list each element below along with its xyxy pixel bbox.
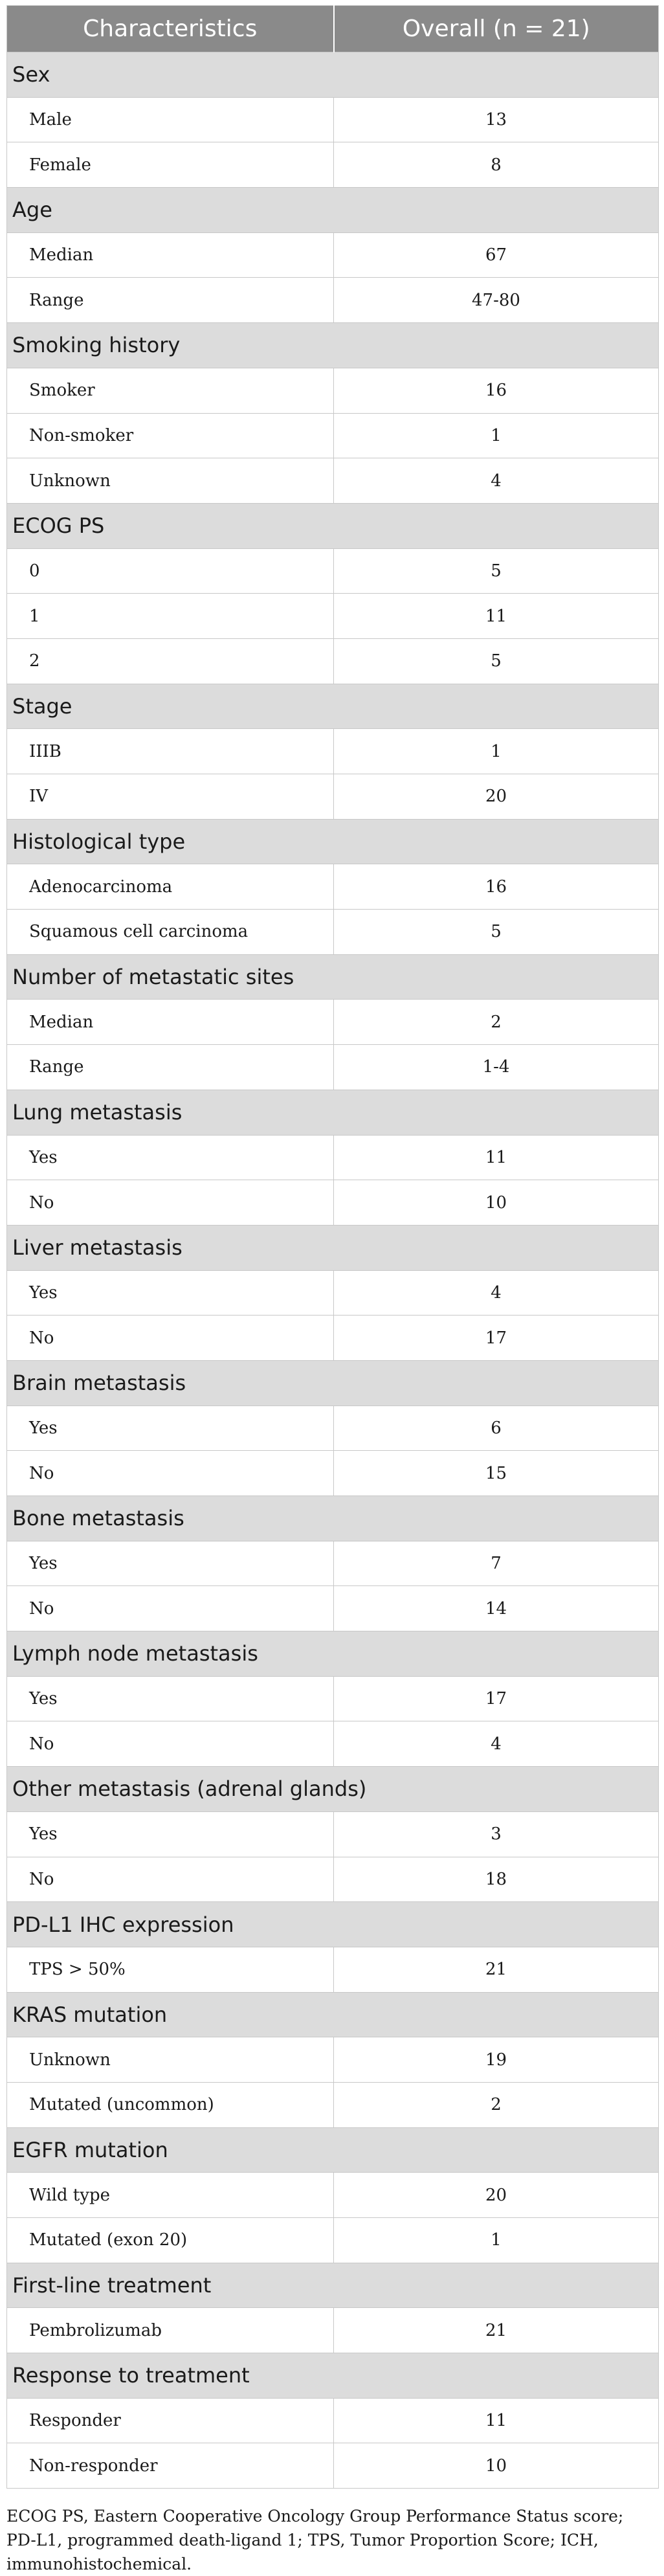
group-row [7, 503, 659, 548]
table-row [7, 774, 659, 820]
group-title: EGFR mutation [7, 2127, 659, 2173]
row-value: 2 [334, 1000, 659, 1045]
row-label: IIIB [7, 729, 334, 774]
group-row [7, 2127, 659, 2173]
table-row [7, 232, 659, 278]
row-value: 5 [334, 548, 659, 594]
row-value: 21 [334, 1947, 659, 1992]
group-row [7, 954, 659, 1000]
table-row [7, 548, 659, 594]
row-value: 11 [334, 594, 659, 639]
table-row [7, 1451, 659, 1496]
row-label: IV [7, 774, 334, 820]
group-title: Histological type [7, 819, 659, 864]
table-row [7, 278, 659, 323]
row-label: Yes [7, 1676, 334, 1721]
row-value: 10 [334, 2443, 659, 2489]
group-row [7, 1992, 659, 2037]
group-row [7, 1631, 659, 1677]
row-label: TPS > 50% [7, 1947, 334, 1992]
row-value: 3 [334, 1811, 659, 1857]
table-row [7, 1541, 659, 1586]
table-row [7, 864, 659, 910]
row-value: 20 [334, 2173, 659, 2218]
group-row [7, 1767, 659, 1812]
table-row [7, 368, 659, 413]
table-row [7, 1000, 659, 1045]
group-row [7, 188, 659, 233]
group-title: Sex [7, 52, 659, 98]
row-label: Smoker [7, 368, 334, 413]
row-label: Male [7, 97, 334, 142]
group-title: KRAS mutation [7, 1992, 659, 2037]
row-label: Female [7, 142, 334, 188]
group-row [7, 52, 659, 98]
table-row [7, 1676, 659, 1721]
row-value: 16 [334, 864, 659, 910]
group-title: Lung metastasis [7, 1090, 659, 1135]
row-value: 7 [334, 1541, 659, 1586]
group-title: Age [7, 188, 659, 233]
group-row [7, 2263, 659, 2308]
group-title: Brain metastasis [7, 1360, 659, 1406]
row-label: Pembrolizumab [7, 2308, 334, 2353]
table-header-row [7, 6, 659, 52]
row-label: 0 [7, 548, 334, 594]
row-label: 2 [7, 638, 334, 684]
table-row [7, 2218, 659, 2263]
table-row [7, 638, 659, 684]
row-label: Yes [7, 1811, 334, 1857]
row-label: Yes [7, 1135, 334, 1180]
group-row [7, 819, 659, 864]
row-value: 4 [334, 1270, 659, 1316]
table-row [7, 1135, 659, 1180]
group-title: Response to treatment [7, 2353, 659, 2399]
row-value: 11 [334, 2398, 659, 2443]
row-value: 19 [334, 2037, 659, 2083]
table-row [7, 729, 659, 774]
table-row [7, 1811, 659, 1857]
group-row [7, 1902, 659, 1947]
group-title: Bone metastasis [7, 1496, 659, 1541]
row-label: Unknown [7, 458, 334, 504]
group-title: Smoking history [7, 323, 659, 368]
row-value: 67 [334, 232, 659, 278]
table-row [7, 1180, 659, 1226]
row-value: 14 [334, 1586, 659, 1631]
row-value: 1 [334, 729, 659, 774]
header-overall: Overall (n = 21) [334, 6, 659, 52]
row-label: Yes [7, 1406, 334, 1451]
table-row [7, 2398, 659, 2443]
row-value: 1-4 [334, 1045, 659, 1090]
row-value: 17 [334, 1676, 659, 1721]
row-value: 1 [334, 2218, 659, 2263]
row-label: No [7, 1451, 334, 1496]
row-value: 4 [334, 1721, 659, 1767]
table-body [7, 52, 659, 2489]
row-value: 17 [334, 1316, 659, 1361]
group-row [7, 1360, 659, 1406]
row-label: Adenocarcinoma [7, 864, 334, 910]
row-label: Non-smoker [7, 413, 334, 458]
group-title: First-line treatment [7, 2263, 659, 2308]
row-label: No [7, 1180, 334, 1226]
row-value: 11 [334, 1135, 659, 1180]
characteristics-table [6, 5, 659, 2489]
group-title: Number of metastatic sites [7, 954, 659, 1000]
table-row [7, 97, 659, 142]
row-label: Responder [7, 2398, 334, 2443]
table-row [7, 1045, 659, 1090]
row-label: No [7, 1857, 334, 1902]
table-row [7, 2037, 659, 2083]
row-label: No [7, 1316, 334, 1361]
row-value: 5 [334, 638, 659, 684]
row-value: 18 [334, 1857, 659, 1902]
group-row [7, 1225, 659, 1270]
row-value: 1 [334, 413, 659, 458]
group-row [7, 684, 659, 729]
table-row [7, 910, 659, 955]
table-row [7, 1947, 659, 1992]
group-title: PD-L1 IHC expression [7, 1902, 659, 1947]
table-row [7, 2443, 659, 2489]
group-row [7, 323, 659, 368]
group-title: Stage [7, 684, 659, 729]
table-row [7, 594, 659, 639]
group-title: Other metastasis (adrenal glands) [7, 1767, 659, 1812]
row-label: Wild type [7, 2173, 334, 2218]
header-characteristics: Characteristics [7, 6, 334, 52]
row-label: Unknown [7, 2037, 334, 2083]
row-value: 13 [334, 97, 659, 142]
table-row [7, 1721, 659, 1767]
row-value: 4 [334, 458, 659, 504]
row-value: 5 [334, 910, 659, 955]
table-row [7, 1857, 659, 1902]
row-label: Median [7, 232, 334, 278]
row-label: Range [7, 1045, 334, 1090]
table-row [7, 2308, 659, 2353]
table-row [7, 1316, 659, 1361]
row-value: 6 [334, 1406, 659, 1451]
table-row [7, 413, 659, 458]
row-label: Squamous cell carcinoma [7, 910, 334, 955]
table-footnote: ECOG PS, Eastern Cooperative Oncology Group Performance Status score; PD-L1, programmed death-ligand 1; TPS, Tumor Proportion Score; ICH, immunohistochemical. [6, 2507, 624, 2573]
row-label: No [7, 1721, 334, 1767]
table-row [7, 2082, 659, 2127]
group-row [7, 2353, 659, 2399]
row-value: 8 [334, 142, 659, 188]
row-value: 47-80 [334, 278, 659, 323]
row-value: 20 [334, 774, 659, 820]
row-label: Median [7, 1000, 334, 1045]
group-title: ECOG PS [7, 503, 659, 548]
row-value: 16 [334, 368, 659, 413]
table-row [7, 458, 659, 504]
row-label: Mutated (uncommon) [7, 2082, 334, 2127]
table-row [7, 1270, 659, 1316]
row-label: Mutated (exon 20) [7, 2218, 334, 2263]
row-label: Yes [7, 1541, 334, 1586]
group-title: Lymph node metastasis [7, 1631, 659, 1677]
table-row [7, 2173, 659, 2218]
table-row [7, 142, 659, 188]
row-label: 1 [7, 594, 334, 639]
group-title: Liver metastasis [7, 1225, 659, 1270]
row-value: 21 [334, 2308, 659, 2353]
row-value: 10 [334, 1180, 659, 1226]
table-row [7, 1406, 659, 1451]
row-label: Range [7, 278, 334, 323]
row-label: Non-responder [7, 2443, 334, 2489]
row-value: 2 [334, 2082, 659, 2127]
group-row [7, 1090, 659, 1135]
row-value: 15 [334, 1451, 659, 1496]
row-label: Yes [7, 1270, 334, 1316]
group-row [7, 1496, 659, 1541]
table-row [7, 1586, 659, 1631]
row-label: No [7, 1586, 334, 1631]
